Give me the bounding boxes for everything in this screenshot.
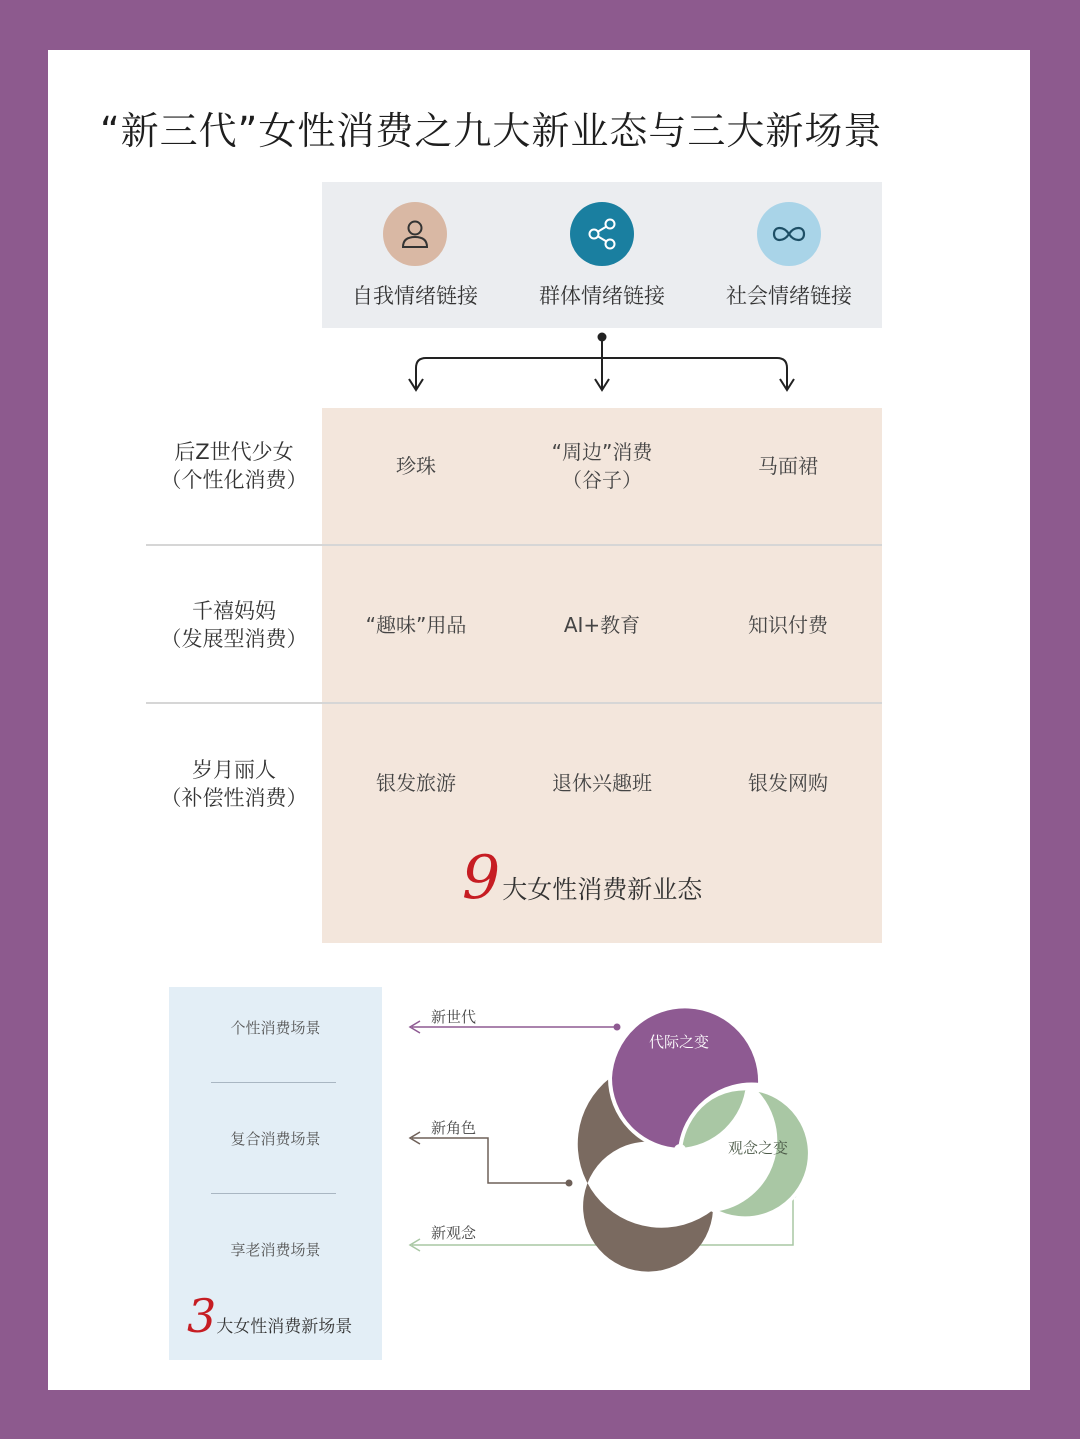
summary-text: 大女性消费新业态 [502,875,703,904]
row-label-senior-women: 岁月丽人 （补偿性消费） [160,758,308,810]
matrix-cell: 珍珠 [396,454,436,478]
segment-label: 观念之变 [727,1139,789,1157]
scene-item: 个性消费场景 [230,1019,321,1037]
summary-number: 9 [462,843,501,913]
page-title: “新三代”女性消费之九大新业态与三大新场景 [100,109,883,153]
scene-item: 享老消费场景 [230,1241,321,1259]
connector-new-role [410,1132,573,1187]
matrix-cell: 银发网购 [748,771,828,795]
emotion-label: 自我情绪链接 [352,284,478,308]
matrix-cell: AI+教育 [563,613,641,637]
matrix-cell: “趣味”用品 [365,613,467,637]
arrow-label: 新世代 [431,1008,477,1026]
row-label-millennial-moms: 千禧妈妈 （发展型消费） [160,599,308,651]
arrow-label: 新角色 [431,1119,477,1137]
summary-number: 3 [187,1289,217,1343]
row-label-genz: 后Z世代少女 （个性化消费） [160,440,308,492]
matrix-cell: 知识付费 [748,613,828,637]
emotion-label: 群体情绪链接 [539,284,665,308]
matrix-cell: 马面裙 [758,454,818,478]
emotion-label: 社会情绪链接 [726,284,852,308]
segment-label: 角色之变 [602,1163,664,1181]
matrix-cell: 退休兴趣班 [552,771,652,795]
summary-text: 大女性消费新场景 [216,1317,353,1337]
segment-generation-change [610,1006,760,1150]
matrix-cell: “周边”消费 （谷子） [551,440,653,492]
arrow-label: 新观念 [431,1224,477,1242]
matrix-cell: 银发旅游 [376,771,456,795]
scene-item: 复合消费场景 [230,1130,321,1148]
segment-label: 代际之变 [648,1033,710,1051]
